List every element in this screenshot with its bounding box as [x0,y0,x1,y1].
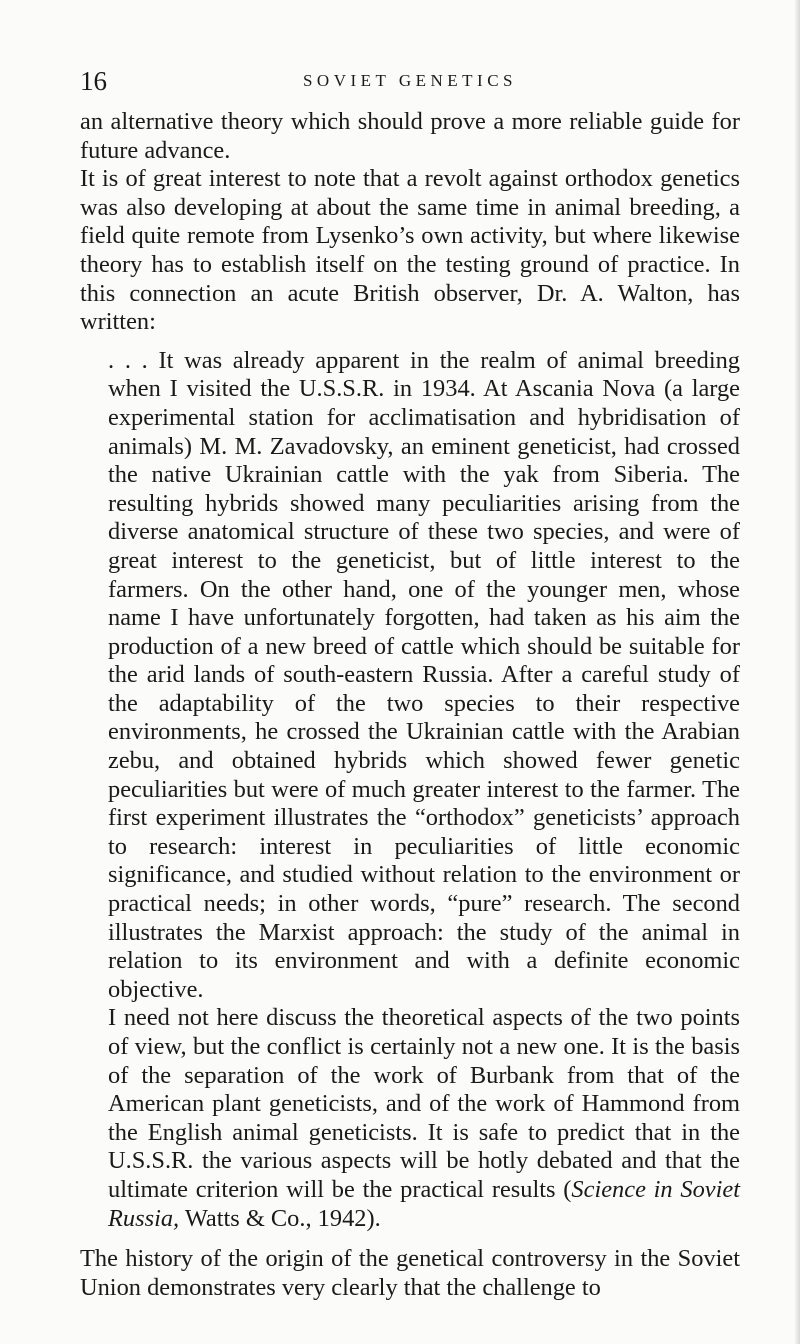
quote-paragraph-2-text: I need not here discuss the theoretical aspects of the two points of view, but the conflict is certainly not a new one. It is the basis of the separation of the work of Burbank from that of the American plant geneticists, and of the work of Hammond from the English animal geneticists. It is safe to predict that in the U.S.S.R. the various aspects will be hotly debated and that the ultimate criterion will be the practical results ( [108,1004,740,1203]
quote-paragraph-1: . . . It was already apparent in the realm of animal breeding when I visited the U.S.S.R. in 1934. At Ascania Nova (a large experimental station for acclimatisation and hybridisation of animals) M. M. Zavadovsky, an eminent geneticist, had crossed the native Ukrainian cattle with the yak from Siberia. The resulting hybrids showed many peculiarities arising from the diverse anatomical structure of these two species, and were of great interest to the geneticist, but of little interest to the farmers. On the other hand, one of the younger men, whose name I have unfortunately forgotten, had taken as his aim the production of a new breed of cattle which should be suitable for the arid lands of south-eastern Russia. After a careful study of the adaptability of the two species to their respective environments, he crossed the Ukrainian cattle with the Arabian zebu, and obtained hybrids which showed fewer genetic peculiarities but were of much greater interest to the farmer. The first experiment illustrates the “orthodox” geneticists’ approach to research: interest in peculiarities of little economic significance, and studied without relation to the environment or practical needs; in other words, “pure” research. The second illustrates the Marxist approach: the study of the animal in relation to its environment and with a definite economic objective. [108,346,740,1003]
paragraph-walton-intro: It is of great interest to note that a revolt against orthodox genetics was also developing at about the same time in animal breeding, a field quite remote from Lysenko’s own activity, but where likewise theory has to establish itself on the testing ground of practice. In this connection an acute British observer, Dr. A. Walton, has written: [80,165,740,336]
paragraph-history: The history of the origin of the genetical controversy in the Soviet Union demonstrates very clearly that the challenge to [80,1245,740,1301]
quote-paragraph-2 [108,1004,740,1233]
citation-publisher: Watts & Co., 1942). [179,1204,381,1232]
page-body [80,108,740,1302]
page-edge-shadow [794,0,800,1344]
block-quote [108,347,740,1233]
paragraph-continuation: an alternative theory which should prove a more reliable guide for future advance. [80,108,740,164]
running-head: SOVIET GENETICS [302,71,518,90]
page-header [80,66,740,96]
page-number: 16 [80,66,107,96]
citation-title: Science in Soviet Russia, [108,1175,740,1232]
